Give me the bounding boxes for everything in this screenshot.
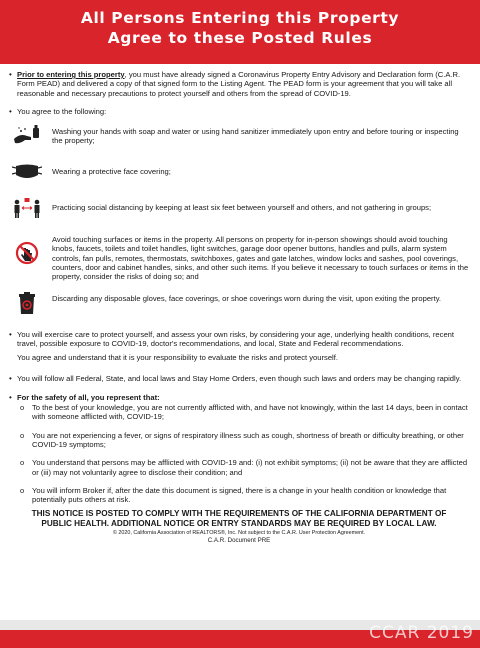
rule-text: Wearing a protective face covering; [52, 167, 171, 177]
care-followup: You agree and understand that it is your responsibility to evaluate the risks and protect yourself. [17, 353, 338, 363]
represent-item: o You are not experiencing a fever, or signs of respiratory illness such as cough, shortness of breath or difficulty breathing, or other COVID-19 symptoms; [8, 431, 470, 450]
intro-lead: Prior to entering this property [17, 70, 125, 79]
header-banner [0, 0, 480, 64]
no-touch-icon [8, 235, 46, 265]
rule-row [8, 235, 470, 281]
title-line-1: All Persons Entering this Property [80, 9, 400, 27]
document-id: C.A.R. Document PRE [207, 536, 271, 544]
rules-document [0, 64, 480, 620]
title-line-2: Agree to these Posted Rules [107, 29, 373, 47]
rule-text: Practicing social distancing by keeping at least six feet between yourself and others, and not gathering in groups; [52, 203, 432, 213]
trash-bin-icon [8, 290, 46, 316]
rule-text: Washing your hands with soap and water or using hand sanitizer immediately upon entry and before touring or inspecting the property; [52, 127, 459, 146]
represent-heading [8, 393, 470, 402]
represent-item: o You will inform Broker if, after the date this document is signed, there is a change in your health condition or knowledge that potentially puts others at risk. [8, 486, 470, 505]
copyright-line: © 2020, California Association of REALTORS®, Inc. Not subject to the C.A.R. User Protection Agreement. [112, 529, 366, 536]
rule-row [8, 125, 470, 147]
rule-row [8, 290, 470, 316]
rule-row [8, 163, 470, 181]
face-mask-icon [8, 163, 46, 181]
watermark: CCAR 2019 [369, 623, 474, 643]
agree-heading: • You agree to the following: [8, 107, 470, 116]
compliance-notice: THIS NOTICE IS POSTED TO COMPLY WITH THE REQUIREMENTS OF THE CALIFORNIA DEPARTMENT OF PUBLIC HEALTH. ADDITIONAL NOTICE OR ENTRY STANDARDS MAY BE REQUIRED BY LOCAL LAW. [31, 508, 447, 528]
represent-item: o To the best of your knowledge, you are not currently afflicted with, and have not knowingly, within the last 14 days, been in contact with someone afflicted with, COVID-19; [8, 403, 470, 422]
laws-paragraph: • You will follow all Federal, State, and local laws and Stay Home Orders, even though such laws and orders may be changing rapidly. [8, 374, 470, 383]
handwashing-icon [8, 125, 46, 147]
page-title [0, 0, 480, 48]
rule-text: Avoid touching surfaces or items in the property. All persons on property for in-person showings should avoid touching knobs, faucets, toilets and toilet handles, light switches, garage door opener buttons, handles and pulls, alarm system controls, fan pulls, remotes, thermostats, switchboxes, gates and gate latches, window locks and sashes, pool coverings, counters, door and cabinet handles, sinks, and other such items. If you believe it necessary to touch surfaces or items in the property, consider the risks of doing so; and [52, 235, 469, 282]
intro-text: , you must have already signed a Coronavirus Property Entry Advisory and Declaration form (C.A.R. Form PEAD) and delivered a copy of that signed form to the Listing Agent. The PEAD form is your agreement that you will take all reasonable and necessary precautions to protect yourself and others from the spread of COVID-19. [17, 70, 461, 98]
social-distancing-icon [8, 197, 46, 219]
represent-item: o You understand that persons may be afflicted with COVID-19 and: (i) not exhibit symptoms; (ii) not be aware that they are afflicted or (iii) may not voluntarily agree to disclose their condition; and [8, 458, 470, 477]
intro-paragraph [8, 70, 470, 98]
rule-text: Discarding any disposable gloves, face coverings, or shoe coverings worn during the visit, upon exiting the property. [52, 293, 442, 303]
rule-row [8, 197, 470, 219]
care-paragraph: • You will exercise care to protect yourself, and assess your own risks, by considering your age, underlying health conditions, recent travel, possible exposure to COVID-19, doctor's recommendations, and local, State and Federal recommendations. [8, 330, 470, 349]
represent-heading-text: For the safety of all, you represent that: [17, 392, 160, 402]
